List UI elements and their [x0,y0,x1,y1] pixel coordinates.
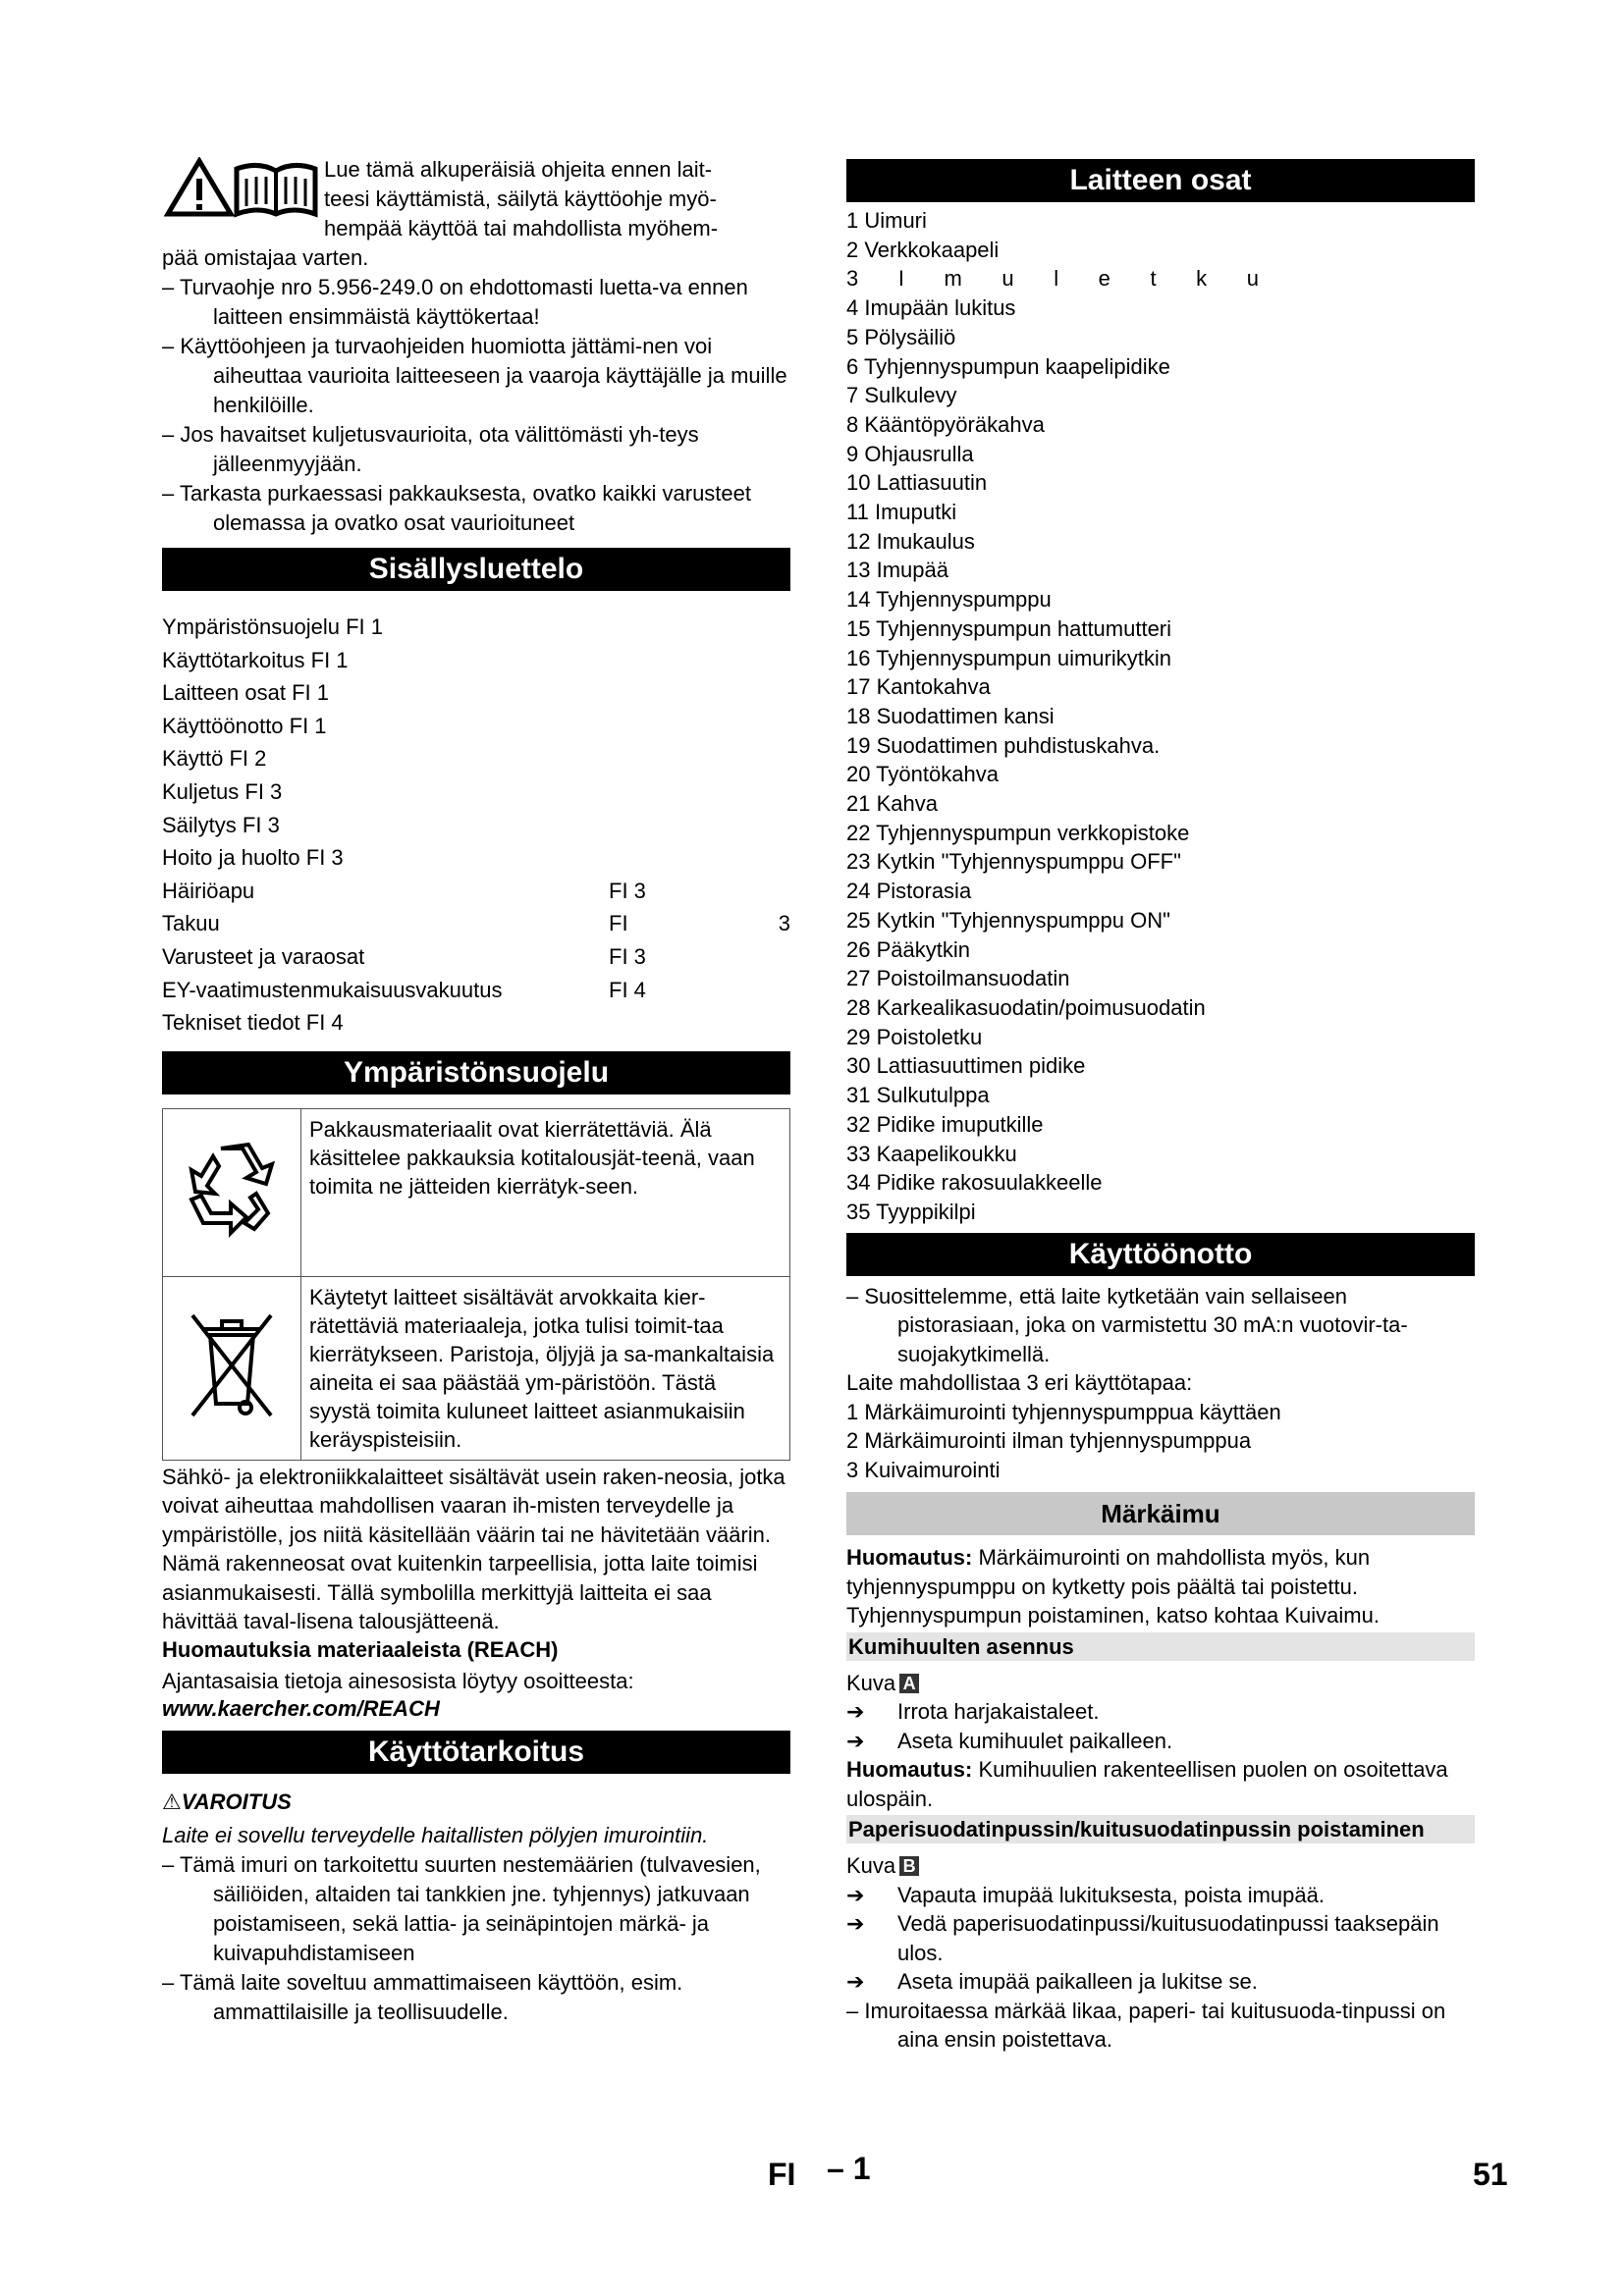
spread-letter: l [1054,266,1059,292]
parts-list-item: 21 Kahva [846,791,938,817]
toc-title: Laitteen osat FI 1 [162,680,329,706]
start-modes-intro: Laite mahdollistaa 3 eri käyttötapaa: [846,1370,1193,1396]
crossed-bin-icon [183,1306,281,1423]
section-header-use: Käyttötarkoitus [162,1731,790,1774]
toc-title: Käyttöönotto FI 1 [162,713,327,738]
toc-page: FI [609,911,628,936]
toc-page: FI 4 [609,977,646,1002]
spread-letter: e [1098,266,1110,292]
toc-title: Hoito ja huolto FI 3 [162,845,344,871]
spread-letter: k [1196,266,1208,292]
right-column [846,155,1475,2055]
wet-note [846,1543,1475,1630]
parts-list-item: 18 Suodattimen kansi [846,703,1055,728]
intro-bullet: – Käyttöohjeen ja turvaohjeiden huomiotta jättämi-nen voi aiheuttaa vaurioita laitteeseen ja vaaroja käyttäjälle ja muille henkilöille. [162,334,787,417]
parts-list-item: 1 Uimuri [846,208,927,233]
intro-block [162,155,790,273]
bag-step [846,1967,1475,1997]
parts-list-item: 24 Pistorasia [846,879,972,904]
toc-row[interactable] [162,676,790,710]
parts-list-item: 16 Tyhjennyspumpun uimurikytkin [846,645,1171,670]
footer-lang: FI [768,2157,796,2192]
reach-text: Ajantasaisia tietoja ainesosista löytyy osoitteesta: [162,1668,634,1693]
warning-text: Laite ei sovellu terveydelle haitallisten pölyjen imurointiin. [162,1822,709,1847]
intro-line-1: Lue tämä alkuperäisiä ohjeita ennen lait- [324,157,713,182]
warning-icon: ⚠ [162,1789,182,1814]
warning-manual-icon [162,157,319,218]
toc-page-number [761,940,790,974]
start-bullet: – Suosittelemme, että laite kytketään vain sellaiseen pistorasiaan, joka on varmistettu 30 mA:n vuotovir-ta-suojakytkimellä. [846,1283,1408,1366]
weee-text: Käytetyt laitteet sisältävät arvokkaita kier-rätettäviä materiaaleja, jotka tulisi toimit-taa kierrätykseen. Paristoja, öljyjä ja sa-mankaltaisia aineita ei saa päästää ym-päristöön. Tästä syystä toimita kuluneet laitteet asianmukaisiin keräyspisteisiin. [301,1276,790,1460]
environment-table [162,1108,790,1461]
parts-list-item: 35 Tyyppikilpi [846,1199,976,1224]
toc-page-number [761,875,790,908]
toc-page [609,775,761,809]
parts-list-item: 26 Pääkytkin [846,936,970,962]
intro-line-2: teesi käyttämistä, säilytä käyttöohje myö- [324,187,717,211]
toc-row[interactable] [162,644,790,677]
toc-row[interactable] [162,875,790,908]
spread-letter: u [1001,266,1014,292]
toc-page-number [761,775,790,809]
bag-step [846,1909,1475,1967]
parts-list-item: 13 Imupää [846,558,948,583]
toc-title: Häiriöapu [162,878,255,903]
start-mode: 2 Märkäimurointi ilman tyhjennyspumppua [846,1428,1252,1454]
parts-list-item: 4 Imupään lukitus [846,295,1016,321]
lips-step [846,1697,1475,1727]
parts-list [846,206,1475,1227]
parts-list-item: 34 Pidike rakosuulakkeelle [846,1170,1103,1196]
parts-list-item: 6 Tyhjennyspumpun kaapelipidike [846,353,1170,379]
arrow-icon: ➔ [846,1882,865,1907]
warning-title: VAROITUS [181,1789,292,1814]
intro-bullet: – Tarkasta purkaessasi pakkauksesta, ovatko kaikki varusteet olemassa ja ovatko osat vaurioituneet [162,481,752,535]
parts-list-item: 8 Kääntöpyöräkahva [846,411,1045,437]
toc-page [609,1006,761,1040]
parts-list-item: 2 Verkkokaapeli [846,237,1000,262]
bag-step [846,1881,1475,1910]
toc-page-number [761,809,790,842]
note-label: Huomautus: [846,1757,973,1783]
recycle-icon [178,1135,286,1243]
figure-label: Kuva [846,1670,896,1695]
intro-bullet: – Turvaohje nro 5.956-249.0 on ehdottomasti luetta-va ennen laitteen ensimmäistä käyttökertaa! [162,275,748,329]
parts-list-item: 30 Lattiasuuttimen pidike [846,1053,1086,1079]
parts-list-item: 14 Tyhjennyspumppu [846,587,1052,613]
toc-page: FI 3 [609,943,646,969]
toc-row[interactable] [162,710,790,743]
toc-row[interactable] [162,1006,790,1040]
parts-list-item: 28 Karkealikasuodatin/poimusuodatin [846,994,1206,1020]
left-column [162,155,790,2027]
parts-list-item: 15 Tyhjennyspumpun hattumutteri [846,615,1172,641]
section-header-toc: Sisällysluettelo [162,548,790,591]
parts-list-item: 25 Kytkin "Tyhjennyspumppu ON" [846,907,1170,933]
spread-letter: 3 [846,266,859,292]
toc-page-number [761,676,790,710]
lips-step-text: Irrota harjakaistaleet. [897,1699,1100,1725]
figure-ref-a [846,1669,1475,1698]
parts-list-item: 9 Ohjausrulla [846,441,974,466]
toc-title: Säilytys FI 3 [162,812,280,837]
toc-page [609,611,761,644]
section-header-parts: Laitteen osat [846,159,1475,202]
parts-list-item: 23 Kytkin "Tyhjennyspumppu OFF" [846,849,1181,875]
arrow-icon: ➔ [846,1699,865,1725]
arrow-icon: ➔ [846,1728,865,1753]
toc-page-number [761,742,790,775]
toc-row[interactable] [162,742,790,775]
parts-list-item: 33 Kaapelikoukku [846,1141,1017,1166]
toc-title: Käyttö FI 2 [162,746,267,772]
toc-row[interactable] [162,611,790,644]
spread-letter: u [1246,266,1259,292]
toc-title: Ympäristönsuojelu FI 1 [162,614,383,639]
spread-letter: m [944,266,962,292]
parts-list-item: 17 Kantokahva [846,674,991,700]
recycle-text: Pakkausmateriaalit ovat kierrätettäviä. Älä käsittelee pakkauksia kotitalousjät-teenä, vaan toimita ne jätteiden kierrätyk-seen. [301,1108,790,1276]
arrow-icon: ➔ [846,1969,865,1995]
spread-letter: t [1150,266,1157,292]
figure-label: Kuva [846,1853,896,1879]
toc-row[interactable] [162,841,790,875]
recycle-icon-cell [163,1108,301,1276]
parts-list-item: 19 Suodattimen puhdistuskahva. [846,732,1161,758]
section-header-wet: Märkäimu [846,1492,1475,1535]
parts-list-item: 11 Imuputki [846,500,957,525]
parts-list-item: 20 Työntökahva [846,762,999,787]
weee-icon-cell [163,1276,301,1460]
parts-list-item: 10 Lattiasuutin [846,470,988,496]
section-header-environment: Ympäristönsuojelu [162,1051,790,1095]
use-bullet: – Tämä laite soveltuu ammattimaiseen käyttöön, esim. ammattilaisille ja teollisuudelle. [162,1969,683,2024]
parts-list-item: 31 Sulkutulppa [846,1083,990,1108]
parts-list-item [846,264,1259,294]
footer-page-number: 51 [1473,2157,1508,2192]
toc-page [609,809,761,842]
toc-row[interactable] [162,940,790,974]
reach-title: Huomautuksia materiaaleista (REACH) [162,1636,559,1662]
figure-a-badge: A [899,1674,919,1693]
toc-row[interactable] [162,974,790,1007]
arrow-icon: ➔ [846,1911,865,1937]
note-label: Huomautus: [846,1545,973,1571]
reach-link[interactable]: www.kaercher.com/REACH [162,1695,440,1721]
intro-line-4: pää omistajaa varten. [162,245,369,270]
parts-list-item: 5 Pölysäiliö [846,324,956,349]
spread-letter: I [897,266,904,292]
intro-line-3: hempää käyttöä tai mahdollista myöhem- [324,216,719,240]
start-mode: 1 Märkäimurointi tyhjennyspumppua käyttäen [846,1399,1281,1424]
use-bullet: – Tämä imuri on tarkoitettu suurten nestemäärien (tulvavesien, säiliöiden, altaiden tai tankkien jne. tyhjennys) jatkuvaan poistamiseen, sekä lattia- ja seinäpintojen märkä- ja kuivapuhdistamiseen [162,1851,761,1965]
toc-page-number [761,644,790,677]
toc-page-number: 3 [778,911,790,936]
toc-title: Takuu [162,911,220,936]
bag-bullet: – Imuroitaessa märkää likaa, paperi- tai kuitusuoda-tinpussi on aina ensin poistettava. [846,1998,1446,2053]
toc-title: Käyttötarkoitus FI 1 [162,647,349,672]
figure-ref-b [846,1851,1475,1881]
figure-b-badge: B [899,1856,919,1876]
bag-step-text: Aseta imupää paikalleen ja lukitse se. [897,1969,1258,1995]
bag-step-text: Vedä paperisuodatinpussi/kuitusuodatinpussi taaksepäin ulos. [897,1911,1439,1965]
toc-page [609,710,761,743]
toc-page-number [761,611,790,644]
start-mode: 3 Kuivaimurointi [846,1457,1001,1482]
lips-step-text: Aseta kumihuulet paikalleen. [897,1728,1173,1753]
intro-bullet: – Jos havaitset kuljetusvaurioita, ota välittömästi yh-teys jälleenmyyjään. [162,422,699,476]
toc-row[interactable] [162,907,790,940]
wet-note-text: Märkäimurointi on mahdollista myös, kun tyhjennyspumppu on kytketty pois päältä tai poistettu. Tyhjennyspumpun poistaminen, katso kohtaa Kuivaimu. [846,1545,1380,1629]
parts-list-item: 7 Sulkulevy [846,383,957,408]
lips-step [846,1727,1475,1756]
toc-list [162,611,790,1040]
parts-list-item: 12 Imukaulus [846,528,975,554]
toc-page: FI 3 [609,878,646,903]
section-header-start: Käyttöönotto [846,1233,1475,1276]
toc-page [609,742,761,775]
footer-page-local: – 1 [827,2151,871,2186]
toc-title: Kuljetus FI 3 [162,778,283,804]
subheader-bag: Paperisuodatinpussin/kuitusuodatinpussin poistaminen [846,1815,1475,1843]
toc-page [609,676,761,710]
subheader-lips: Kumihuulten asennus [846,1632,1475,1661]
toc-page [609,841,761,875]
toc-row[interactable] [162,775,790,809]
warning-title-row [162,1788,790,1817]
toc-page-number [761,841,790,875]
lips-note-text: Kumihuulien rakenteellisen puolen on osoitettava ulospäin. [846,1757,1448,1811]
parts-list-item: 27 Poistoilmansuodatin [846,966,1070,991]
toc-title: EY-vaatimustenmukaisuusvakuutus [162,977,503,1002]
toc-page-number [761,1006,790,1040]
parts-list-item: 32 Pidike imuputkille [846,1111,1044,1137]
parts-list-item: 22 Tyhjennyspumpun verkkopistoke [846,820,1190,845]
lips-note [846,1755,1475,1813]
env-paragraph: Sähkö- ja elektroniikkalaitteet sisältävät usein raken-neosia, jotka voivat aiheuttaa mahdollisen vaaran ih-misten terveydelle ja ympäristölle, jos niitä käsitellään väärin tai ne hävitetään väärin. Nämä rakenneosat ovat kuitenkin tarpeellisia, jotta laite toimisi asianmukaisesti. Tällä symbolilla merkittyjä laitteita ei saa hävittää taval-lisena talousjätteenä. [162,1464,785,1634]
toc-row[interactable] [162,809,790,842]
toc-title: Tekniset tiedot FI 4 [162,1010,344,1036]
toc-page [609,644,761,677]
toc-page-number [761,974,790,1007]
bag-step-text: Vapauta imupää lukituksesta, poista imupää. [897,1882,1325,1907]
toc-title: Varusteet ja varaosat [162,943,365,969]
parts-list-item: 29 Poistoletku [846,1024,983,1049]
toc-page-number [761,710,790,743]
